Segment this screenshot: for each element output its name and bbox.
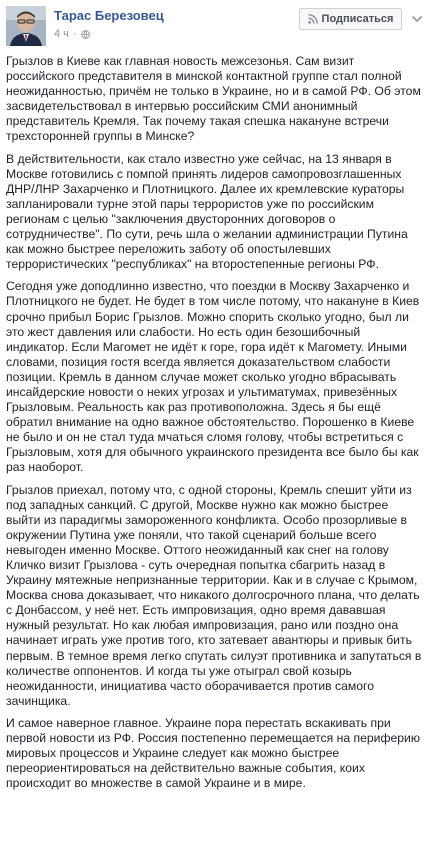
avatar-image	[6, 6, 46, 46]
author-avatar[interactable]	[6, 6, 46, 46]
post-timestamp[interactable]: 4 ч	[54, 28, 69, 40]
post-header	[6, 4, 424, 50]
meta-separator: ·	[72, 28, 77, 40]
post-menu-button[interactable]	[408, 10, 426, 26]
post-meta	[54, 28, 90, 40]
post-paragraph: Грызлов приехал, потому что, с одной стороны, Кремль спешит уйти из под западных санкций. С другой, Москве нужно как можно быстрее выйти из парадигмы замороженного конфликта. Особо прозорливые в окружении Путина уже поняли, что такой сценарий больше всего невыгоден именно Москве. Оттого неожиданный как снег на голову Кличко визит Грызлова - суть очередная попытка сбагрить назад в Украину мятежные непризнанные территории. Как и в случае с Крымом, Москва снова доказывает, что никакого долгосрочного плана, что делать с Донбассом, у неё нет. Есть импровизация, одно время дававшая нужный результат. Но как любая импровизация, рано или поздно она начинает играть уже против того, кто затевает авантюры и привык бить первым. В темное время легко спутать силуэт противника и запутаться в количестве оппонентов. И когда ты уже отыграл свой козырь неожиданности, инициатива часто оборачивается против самого зачинщика.	[6, 482, 422, 708]
post-paragraph: Сегодня уже доподлинно известно, что поездки в Москву Захарченко и Плотницкого не будет. Не будет в том числе потому, что накануне в Киев срочно прибыл Борис Грызлов. Можно спорить сколько угодно, был ли это жест давления или слабости. Но есть один безошибочный индикатор. Если Магомет не идёт к горе, гора идёт к Магомету. Иными словами, позиция гостя всегда является доказательством слабости позиции. Кремль в данном случае может сколько угодно вбрасывать инсайдерские новости о неких угрозах и ультиматумах, привезённых Грызловым. Реальность как раз противоположна. Здесь я бы ещё обратил внимание на одно важное обстоятельство. Порошенко в Киеве не было и он не стал туда мчаться сломя голову, чтобы встретиться с Грызловым, хотя для обычного украинского президента все было бы как раз наоборот.	[6, 279, 420, 475]
rss-icon	[308, 14, 318, 24]
follow-label: Подписаться	[321, 13, 394, 25]
post-paragraph: И самое наверное главное. Украине пора перестать вскакивать при первой новости из РФ. Россия постепенно перемещается на периферию мировых процессов и Украине следует как можно быстрее переориентироваться на действительно важные события, коих происходит во множестве в самой Украине и в мире.	[6, 715, 421, 791]
post-body	[6, 54, 424, 798]
follow-button[interactable]	[299, 8, 402, 30]
author-name[interactable]: Тарас Березовец	[54, 8, 164, 23]
chevron-down-icon	[412, 9, 422, 27]
post-paragraph: В действительности, как стало известно уже сейчас, на 13 января в Москве готовились с помпой принять лидеров самопровозглашенных ДНР/ЛНР Захарченко и Плотницкого. Далее их кремлевские кураторы запланировали турне этой пары террористов уже по российским регионам с целью "заключения двусторонних договоров о сотрудничестве". По сути, речь шла о желании администрации Путина как можно быстрее переложить заботу об опостылевших террористических "республиках" на второстепенные регионы РФ.	[6, 151, 408, 272]
post-paragraph: Грызлов в Киеве как главная новость межсезонья. Сам визит российского представителя в минской контактной группе стал полной неожиданностью, причём не только в Украине, но и в самой РФ. Об этом засвидетельствовал в интервью российским СМИ анонимный представитель Кремля. Так почему такая спешка накануне встречи трехсторонней группы в Минске?	[6, 54, 421, 144]
globe-icon	[81, 30, 90, 39]
